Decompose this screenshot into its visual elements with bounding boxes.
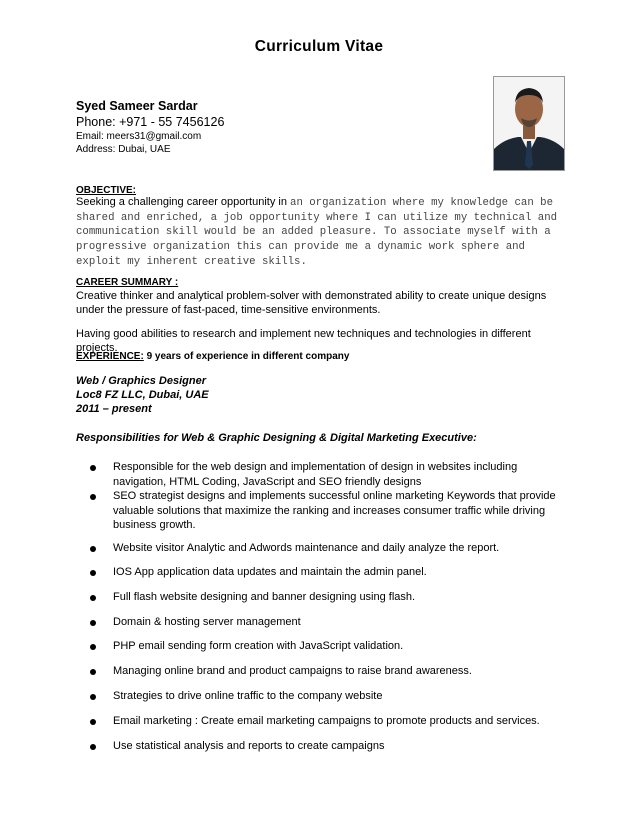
list-item: Email marketing : Create email marketing campaigns to promote products and services. bbox=[113, 715, 540, 727]
candidate-name: Syed Sameer Sardar bbox=[76, 99, 198, 113]
bullet-icon bbox=[90, 694, 96, 700]
bullet-icon bbox=[90, 465, 96, 471]
address: Address: Dubai, UAE bbox=[76, 144, 171, 155]
bullet-icon bbox=[90, 570, 96, 576]
experience-heading: EXPERIENCE: bbox=[76, 351, 144, 362]
bullet-icon bbox=[90, 644, 96, 650]
list-item: Website visitor Analytic and Adwords maintenance and daily analyze the report. bbox=[113, 542, 500, 554]
list-item: IOS App application data updates and maintain the admin panel. bbox=[113, 566, 427, 578]
bullet-icon bbox=[90, 595, 96, 601]
profile-photo bbox=[493, 76, 565, 171]
page-title: Curriculum Vitae bbox=[254, 38, 384, 55]
responsibilities-heading: Responsibilities for Web & Graphic Designing & Digital Marketing Executive: bbox=[76, 432, 477, 444]
phone-number: Phone: +971 - 55 7456126 bbox=[76, 115, 225, 129]
job-role: Web / Graphics Designer bbox=[76, 375, 207, 387]
job-period: 2011 – present bbox=[76, 403, 152, 415]
career-summary-para-2: Having good abilities to research and implement new techniques and technologies in different projects. bbox=[76, 328, 531, 354]
bullet-icon bbox=[90, 669, 96, 675]
person-photo-icon bbox=[494, 77, 564, 170]
bullet-icon bbox=[90, 719, 96, 725]
objective-heading: OBJECTIVE: bbox=[76, 185, 137, 196]
list-item: Domain & hosting server management bbox=[113, 616, 301, 628]
list-item: PHP email sending form creation with JavaScript validation. bbox=[113, 640, 404, 652]
list-item: Use statistical analysis and reports to create campaigns bbox=[113, 740, 385, 752]
list-item: Full flash website designing and banner designing using flash. bbox=[113, 591, 416, 603]
list-item: Managing online brand and product campaigns to raise brand awareness. bbox=[113, 665, 472, 677]
list-item: Responsible for the web design and implementation of design in websites including navigation, HTML Coding, JavaScript and SEO friendly designs bbox=[113, 461, 518, 488]
list-item: SEO strategist designs and implements successful online marketing Keywords that provide valuable solutions that maximize the ranking and increases consumer traffic while driving business growth. bbox=[113, 490, 556, 531]
objective-text bbox=[76, 196, 568, 270]
list-item: Strategies to drive online traffic to the company website bbox=[113, 690, 383, 702]
email-address: Email: meers31@gmail.com bbox=[76, 131, 202, 142]
bullet-icon bbox=[90, 744, 96, 750]
experience-summary: 9 years of experience in different company bbox=[143, 351, 350, 362]
career-summary-para-1: Creative thinker and analytical problem-solver with demonstrated ability to create unique designs under the pressure of fast-paced, time-sensitive environments. bbox=[76, 290, 547, 316]
objective-lead: Seeking a challenging career opportunity in bbox=[76, 196, 291, 208]
bullet-icon bbox=[90, 620, 96, 626]
experience-line bbox=[76, 351, 349, 362]
job-company: Loc8 FZ LLC, Dubai, UAE bbox=[76, 389, 209, 401]
career-summary-heading: CAREER SUMMARY : bbox=[76, 277, 179, 288]
objective-rest: an organization where my knowledge can be shared and enriched, a job opportunity where I can utilize my technical and communication skill would be an added pleasure. To associate myself with a progressive organization this can provide me a dynamic work sphere and exploit my inherent creative skills. bbox=[76, 197, 558, 268]
bullet-icon bbox=[90, 546, 96, 552]
bullet-icon bbox=[90, 494, 96, 500]
